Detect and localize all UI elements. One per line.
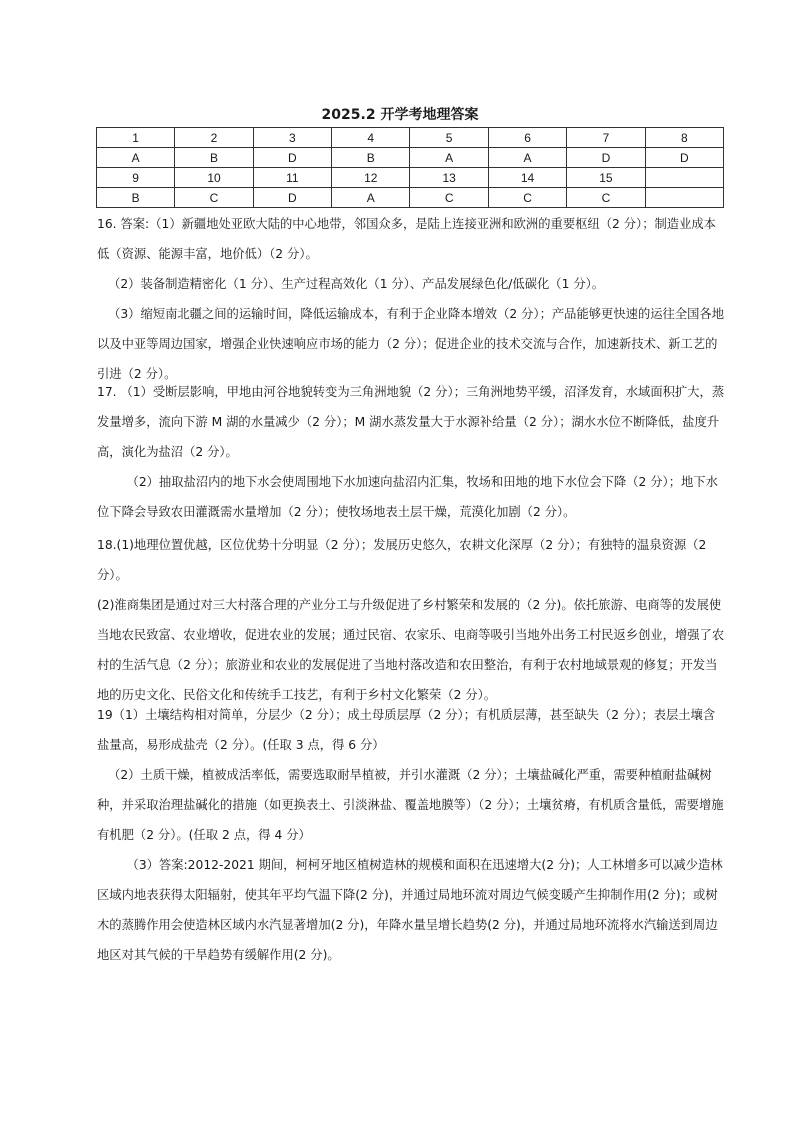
- answer-cell: 2: [175, 128, 253, 148]
- q19-part1: 19（1）土壤结构相对简单，分层少（2 分）；成土母质层厚（2 分）；有机质层薄，甚至缺失（2 分）；表层土壤含盐量高，易形成盐壳（2 分）。(任取 3 点，得 6 分）: [97, 708, 716, 752]
- answer-cell: 5: [410, 128, 488, 148]
- answer-cell: A: [410, 148, 488, 168]
- q19-part3: （3）答案:2012-2021 期间，柯柯牙地区植树造林的规模和面积在迅速增大(2 分)；人工林增多可以减少造林区域内地表获得太阳辐射，使其年平均气温下降(2 分)，并通过局地环流对周边气候变暖产生抑制作用(2 分)；或树木的蒸腾作用会使造林区域内水汽显著增加(2 分)，年降水量呈增长趋势(2 分)，并通过局地环流将水汽输送到周边地区对其气候的干旱趋势有缓解作用(2 分)。: [97, 858, 723, 962]
- answer-cell: 15: [567, 168, 645, 188]
- q19-block: [97, 700, 725, 970]
- answer-cell: C: [410, 188, 488, 208]
- answer-cell: [645, 168, 723, 188]
- answer-cell: A: [332, 188, 410, 208]
- answer-cell: A: [488, 148, 566, 168]
- answer-cell: D: [253, 148, 331, 168]
- q17-part2: （2）抽取盐沼内的地下水会使周围地下水加速向盐沼内汇集，牧场和田地的地下水位会下降（2 分）；地下水位下降会导致农田灌溉需水量增加（2 分）；使牧场地表土层干燥，荒漠化加剧（2 分）。: [97, 475, 718, 519]
- answer-table-row: [97, 148, 724, 168]
- answer-cell: C: [175, 188, 253, 208]
- answer-cell: D: [253, 188, 331, 208]
- q16-part3: （3）缩短南北疆之间的运输时间，降低运输成本，有利于企业降本增效（2 分）；产品能够更快速的运往全国各地以及中亚等周边国家，增强企业快速响应市场的能力（2 分）；促进企业的技术交流与合作，加速新技术、新工艺的引进（2 分）。: [97, 307, 725, 381]
- answer-cell: 13: [410, 168, 488, 188]
- q18-block: [97, 530, 725, 710]
- q16-part2: （2）装备制造精密化（1 分）、生产过程高效化（1 分）、产品发展绿色化/低碳化（1 分）。: [108, 277, 605, 291]
- answer-cell: B: [175, 148, 253, 168]
- answer-cell: 4: [332, 128, 410, 148]
- q16-block: [97, 209, 725, 389]
- q18-part2: (2)淮商集团是通过对三大村落合理的产业分工与升级促进了乡村繁荣和发展的（2 分)。依托旅游、电商等的发展使当地农民致富、农业增收，促进农业的发展；通过民宿、农家乐、电商等吸引当地外出务工村民返乡创业，增强了农村的生活气息（2 分）；旅游业和农业的发展促进了当地村落改造和农田整治，有利于农村地域景观的修复；开发当地的历史文化、民俗文化和传统手工技艺，有利于乡村文化繁荣（2 分）。: [97, 598, 725, 702]
- q16-part1: 16. 答案:（1）新疆地处亚欧大陆的中心地带，邻国众多，是陆上连接亚洲和欧洲的重要枢纽（2 分）；制造业成本低（资源、能源丰富，地价低）（2 分）。: [97, 217, 716, 261]
- answer-cell: D: [567, 148, 645, 168]
- answer-cell: 11: [253, 168, 331, 188]
- answer-cell: 8: [645, 128, 723, 148]
- answer-cell: 10: [175, 168, 253, 188]
- q17-part1: 17. （1）受断层影响，甲地由河谷地貌转变为三角洲地貌（2 分）；三角洲地势平缓，沼泽发育，水域面积扩大，蒸发量增多，流向下游 M 湖的水量减少（2 分）；M 湖水蒸发量大于水源补给量（2 分）；湖水水位不断降低，盐度升高，演化为盐沼（2 分）。: [97, 385, 725, 459]
- answer-cell: D: [645, 148, 723, 168]
- q19-part2: （2）土质干燥，植被成活率低，需要选取耐旱植被，并引水灌溉（2 分）；土壤盐碱化严重，需要种植耐盐碱树种，并采取治理盐碱化的措施（如更换表土、引淡淋盐、覆盖地膜等）（2 分）；土壤贫瘠，有机质含量低，需要增施有机肥（2 分）。(任取 2 点，得 4 分）: [97, 768, 724, 842]
- answer-cell: C: [488, 188, 566, 208]
- answer-table: [96, 127, 724, 208]
- answer-cell: B: [332, 148, 410, 168]
- answer-cell: 1: [97, 128, 175, 148]
- q18-part1: 18.(1)地理位置优越，区位优势十分明显（2 分）；发展历史悠久，农耕文化深厚（2 分）；有独特的温泉资源（2 分）。: [97, 538, 707, 582]
- answer-cell: B: [97, 188, 175, 208]
- answer-cell: C: [567, 188, 645, 208]
- answer-cell: A: [97, 148, 175, 168]
- answer-cell: 6: [488, 128, 566, 148]
- q17-block: [97, 377, 725, 527]
- answer-cell: [645, 188, 723, 208]
- answer-cell: 14: [488, 168, 566, 188]
- page-title: 2025.2 开学考地理答案: [321, 107, 479, 123]
- answer-table-row: [97, 168, 724, 188]
- answer-table-row: [97, 188, 724, 208]
- answer-cell: 3: [253, 128, 331, 148]
- answer-cell: 7: [567, 128, 645, 148]
- answer-table-row: [97, 128, 724, 148]
- answer-cell: 12: [332, 168, 410, 188]
- answer-cell: 9: [97, 168, 175, 188]
